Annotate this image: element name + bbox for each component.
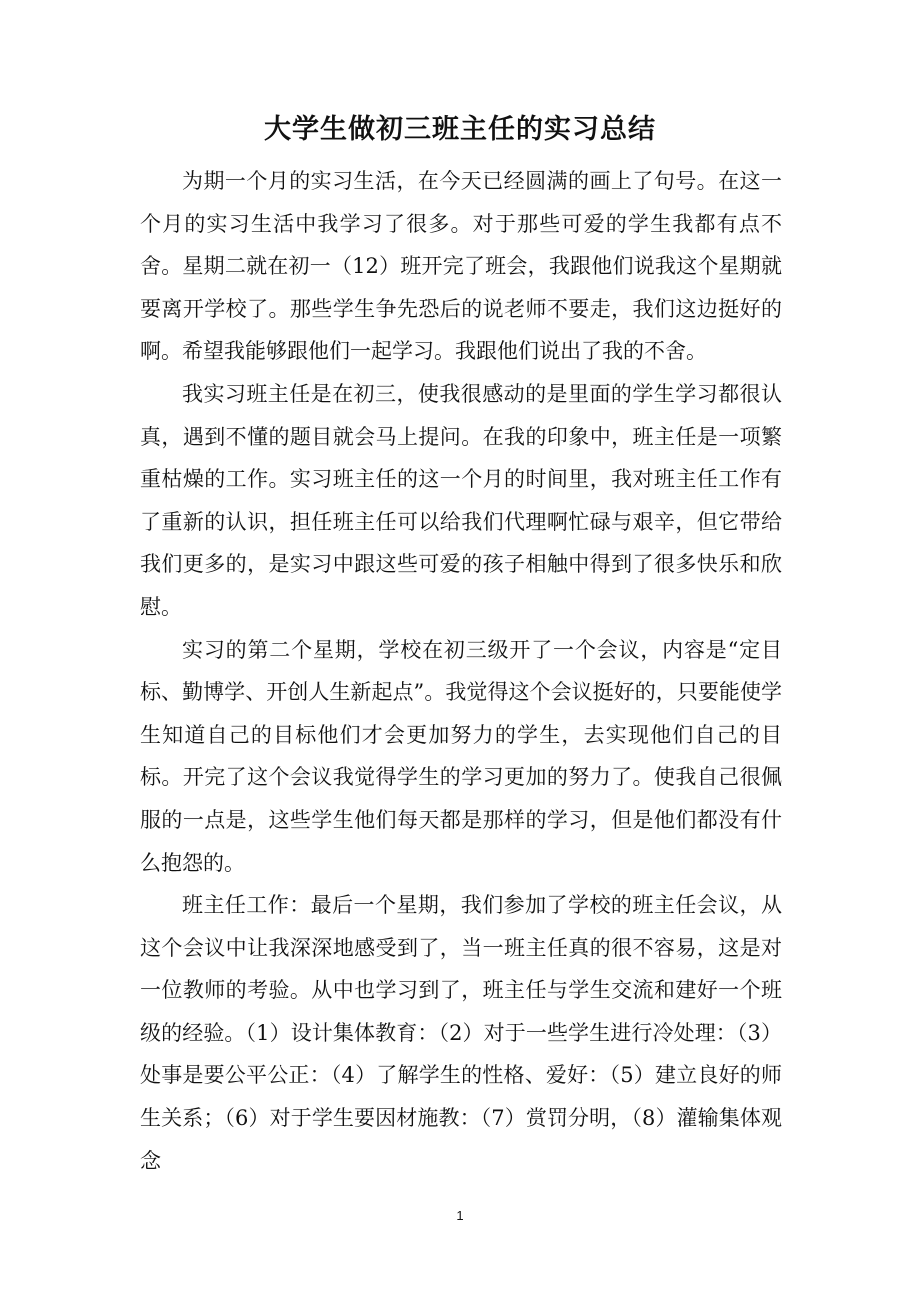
paragraph-2: 我实习班主任是在初三，使我很感动的是里面的学生学习都很认真，遇到不懂的题目就会马上提问。在我的印象中，班主任是一项繁重枯燥的工作。实习班主任的这一个月的时间里，我对班主任工作有了重新的认识，担任班主任可以给我们代理啊忙碌与艰辛，但它带给我们更多的，是实习中跟这些可爱的孩子相触中得到了很多快乐和欣慰。 [140, 381, 782, 619]
document-title: 大学生做初三班主任的实习总结 [264, 114, 656, 145]
paragraph-4: 班主任工作：最后一个星期，我们参加了学校的班主任会议，从这个会议中让我深深地感受到了，当一班主任真的很不容易，这是对一位教师的考验。从中也学习到了，班主任与学生交流和建好一个班级的经验。（1）设计集体教育：（2）对于一些学生进行冷处理：（3）处事是要公平公正：（4）了解学生的性格、爱好：（5）建立良好的师生关系；（6）对于学生要因材施教：（7）赏罚分明，（8）灌输集体观念 [140, 893, 782, 1173]
paragraph-3: 实习的第二个星期，学校在初三级开了一个会议，内容是“定目标、勤博学、开创人生新起点”。我觉得这个会议挺好的，只要能使学生知道自己的目标他们才会更加努力的学生，去实现他们自己的目标。开完了这个会议我觉得学生的学习更加的努力了。使我自己很佩服的一点是，这些学生他们每天都是那样的学习，但是他们都没有什么抱怨的。 [140, 637, 782, 875]
document-body [140, 160, 782, 1182]
page-number: 1 [456, 1208, 464, 1223]
paragraph-1: 为期一个月的实习生活，在今天已经圆满的画上了句号。在这一个月的实习生活中我学习了很多。对于那些可爱的学生我都有点不舍。星期二就在初一（12）班开完了班会，我跟他们说我这个星期就要离开学校了。那些学生争先恐后的说老师不要走，我们这边挺好的啊。希望我能够跟他们一起学习。我跟他们说出了我的不舍。 [140, 169, 782, 364]
